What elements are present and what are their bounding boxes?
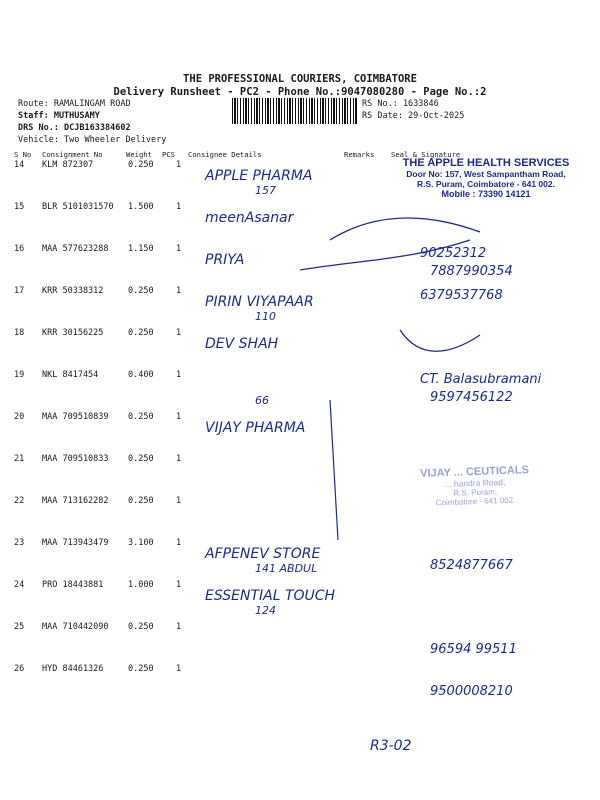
cell-pcs: 1 <box>176 580 182 590</box>
cell-pcs: 1 <box>176 496 182 506</box>
cell-sno: 25 <box>14 622 25 632</box>
cell-weight: 0.250 <box>128 160 154 170</box>
cell-sno: 17 <box>14 286 25 296</box>
handwritten-consignee: meenAsanar <box>205 210 294 226</box>
cell-consignment: MAA 709510833 <box>42 454 109 464</box>
handwritten-consignee-extra: 141 ABDUL <box>255 562 318 575</box>
handwritten-consignee-extra: 157 <box>255 184 276 197</box>
cell-pcs: 1 <box>176 328 182 338</box>
rs-no-text: RS No.: 1633846 <box>362 99 439 109</box>
cell-consignment: MAA 713162282 <box>42 496 109 506</box>
footer-handwritten-note: R3-02 <box>370 738 412 754</box>
stamp-line: VIJAY ... CEUTICALS <box>419 464 530 480</box>
cell-consignment: PRO 18443881 <box>42 580 104 590</box>
handwritten-consignee: PIRIN VIYAPAAR <box>205 294 314 310</box>
cell-consignment: BLR 5101031570 <box>42 202 114 212</box>
cell-pcs: 1 <box>176 202 182 212</box>
cell-sno: 15 <box>14 202 25 212</box>
handwritten-consignee-extra: 66 <box>255 394 269 407</box>
stamp-line: Mobile : 73390 14121 <box>441 189 531 199</box>
cell-weight: 0.400 <box>128 370 154 380</box>
handwritten-phone: 9500008210 <box>430 684 513 699</box>
cell-weight: 1.000 <box>128 580 154 590</box>
company-title: THE PROFESSIONAL COURIERS, COIMBATORE <box>183 73 417 85</box>
cell-sno: 23 <box>14 538 25 548</box>
cell-weight: 3.100 <box>128 538 154 548</box>
runsheet-subtitle: Delivery Runsheet - PC2 - Phone No.:9047080280 - Page No.:2 <box>113 86 487 98</box>
handwritten-consignee: VIJAY PHARMA <box>205 420 306 436</box>
col-consignment: Consignment No <box>42 150 103 159</box>
cell-pcs: 1 <box>176 244 182 254</box>
cell-consignment: MAA 713943479 <box>42 538 109 548</box>
cell-weight: 0.250 <box>128 412 154 422</box>
cell-consignment: KRR 50338312 <box>42 286 104 296</box>
cell-consignment: HYD 84461326 <box>42 664 104 674</box>
cell-pcs: 1 <box>176 664 182 674</box>
handwritten-signature: 6379537768 <box>420 288 503 303</box>
stamp-line: Coimbatore - 641 002. <box>435 495 516 508</box>
handwritten-consignee: PRIYA <box>205 252 245 268</box>
drs-text: DRS No.: DCJB163384602 <box>18 123 131 133</box>
cell-consignment: NKL 8417454 <box>42 370 99 380</box>
rs-date-text: RS Date: 29-Oct-2025 <box>362 111 465 121</box>
col-weight: Weight <box>126 150 152 159</box>
col-details: Consignee Details <box>188 150 262 159</box>
stamp-line: Door No: 157, West Sampantham Road, <box>406 169 566 179</box>
cell-weight: 1.150 <box>128 244 154 254</box>
cell-pcs: 1 <box>176 370 182 380</box>
cell-sno: 18 <box>14 328 25 338</box>
stamp-line: R.S. Puram, <box>453 487 498 498</box>
cell-consignment: MAA 710442090 <box>42 622 109 632</box>
cell-pcs: 1 <box>176 160 182 170</box>
handwritten-signature: CT. Balasubramani <box>420 372 542 387</box>
col-sno: S No <box>14 150 32 159</box>
vehicle-text: Vehicle: Two Wheeler Delivery <box>18 135 167 145</box>
cell-sno: 26 <box>14 664 25 674</box>
cell-weight: 0.250 <box>128 622 154 632</box>
handwritten-consignee-extra: 110 <box>255 310 276 323</box>
cell-consignment: KRR 30156225 <box>42 328 104 338</box>
cell-consignment: KLM 872307 <box>42 160 94 170</box>
cell-pcs: 1 <box>176 286 182 296</box>
handwritten-phone: 8524877667 <box>430 558 513 573</box>
cell-pcs: 1 <box>176 454 182 464</box>
cell-consignment: MAA 577623288 <box>42 244 109 254</box>
cell-consignment: MAA 709510839 <box>42 412 109 422</box>
cell-pcs: 1 <box>176 538 182 548</box>
cell-sno: 16 <box>14 244 25 254</box>
cell-pcs: 1 <box>176 412 182 422</box>
cell-sno: 14 <box>14 160 25 170</box>
stamp-line: ... handra Road, <box>444 476 506 490</box>
cell-weight: 0.250 <box>128 496 154 506</box>
stamp-line: THE APPLE HEALTH SERVICES <box>402 157 570 169</box>
col-remarks: Remarks <box>344 150 375 159</box>
handwritten-phone: 96594 99511 <box>430 642 517 657</box>
cell-weight: 0.250 <box>128 328 154 338</box>
handwritten-phone: 7887990354 <box>430 264 513 279</box>
handwritten-consignee-extra: 124 <box>255 604 276 617</box>
handwritten-signature: 90252312 <box>420 246 487 261</box>
staff-text: Staff: MUTHUSAMY <box>18 111 100 121</box>
cell-sno: 20 <box>14 412 25 422</box>
handwritten-consignee: ESSENTIAL TOUCH <box>205 588 336 604</box>
cell-sno: 19 <box>14 370 25 380</box>
cell-weight: 0.250 <box>128 286 154 296</box>
cell-sno: 22 <box>14 496 25 506</box>
cell-sno: 24 <box>14 580 25 590</box>
cell-sno: 21 <box>14 454 25 464</box>
col-pcs: PCS <box>162 150 175 159</box>
handwritten-consignee: APPLE PHARMA <box>205 168 313 184</box>
route-text: Route: RAMALINGAM ROAD <box>18 99 131 109</box>
cell-weight: 0.250 <box>128 454 154 464</box>
handwritten-consignee: AFPENEV STORE <box>205 546 321 562</box>
col-seal: Seal & Signature <box>391 150 461 159</box>
handwritten-consignee: DEV SHAH <box>205 336 279 352</box>
handwritten-phone: 9597456122 <box>430 390 513 405</box>
cell-weight: 1.500 <box>128 202 154 212</box>
stamp-line: R.S. Puram, Coimbatore - 641 002. <box>417 179 555 189</box>
cell-weight: 0.250 <box>128 664 154 674</box>
cell-pcs: 1 <box>176 622 182 632</box>
